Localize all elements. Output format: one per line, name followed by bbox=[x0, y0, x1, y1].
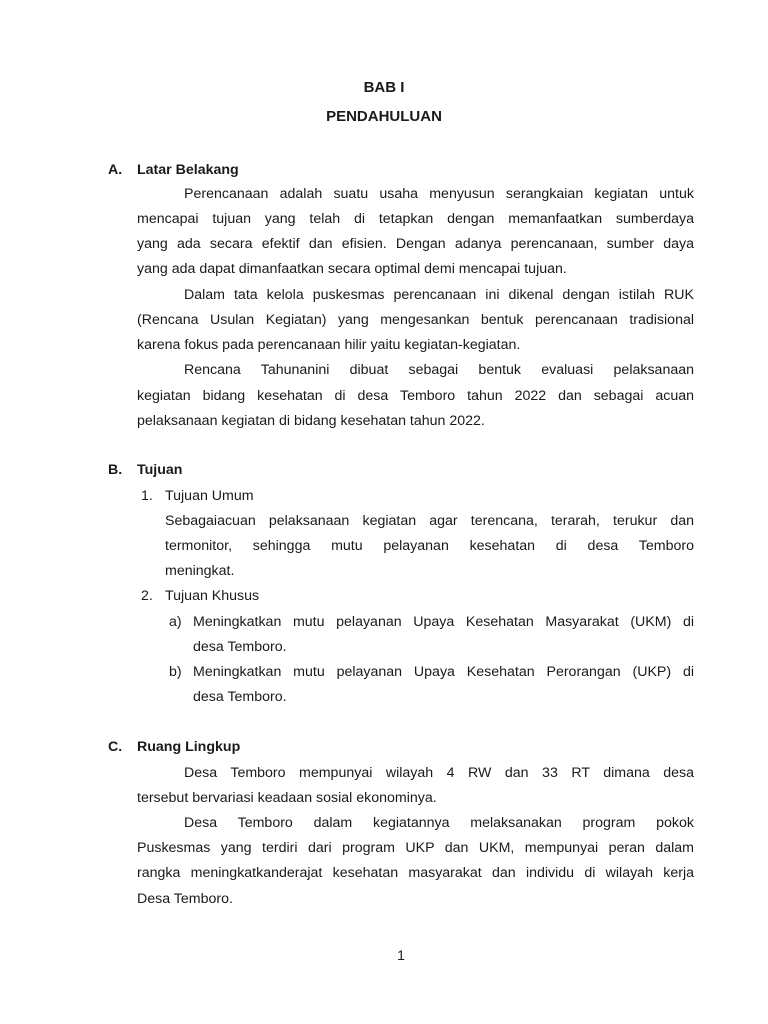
paragraph-line: karena fokus pada perencanaan hilir yaitu kegiatan-kegiatan. bbox=[137, 337, 521, 353]
paragraph-line: Meningkatkan mutu pelayanan Upaya Kesehatan Perorangan (UKP) di bbox=[193, 664, 694, 680]
paragraph-line: meningkat. bbox=[165, 563, 235, 579]
paragraph-line: (Rencana Usulan Kegiatan) yang mengesankan bentuk perencanaan tradisional bbox=[137, 312, 694, 328]
subsection-heading: Tujuan Umum bbox=[165, 488, 254, 504]
paragraph-line: rangka meningkatkanderajat kesehatan masyarakat dan individu di wilayah kerja bbox=[137, 865, 694, 881]
paragraph-line: Dalam tata kelola puskesmas perencanaan ini dikenal dengan istilah RUK bbox=[184, 287, 694, 303]
paragraph-line: Sebagaiacuan pelaksanaan kegiatan agar terencana, terarah, terukur dan bbox=[165, 513, 694, 529]
paragraph-line: Meningkatkan mutu pelayanan Upaya Kesehatan Masyarakat (UKM) di bbox=[193, 614, 694, 630]
section-letter: C. bbox=[108, 739, 123, 755]
chapter-title: PENDAHULUAN bbox=[326, 108, 442, 125]
paragraph-line: pelaksanaan kegiatan di bidang kesehatan tahun 2022. bbox=[137, 413, 485, 429]
paragraph-line: Perencanaan adalah suatu usaha menyusun serangkaian kegiatan untuk bbox=[184, 186, 694, 202]
paragraph-line: yang ada secara efektif dan efisien. Dengan adanya perencanaan, sumber daya bbox=[137, 236, 694, 252]
section-letter: B. bbox=[108, 462, 123, 478]
section-letter: A. bbox=[108, 162, 123, 178]
paragraph-line: desa Temboro. bbox=[193, 639, 287, 655]
paragraph-line: Desa Temboro dalam kegiatannya melaksanakan program pokok bbox=[184, 815, 694, 831]
paragraph-line: kegiatan bidang kesehatan di desa Temboro tahun 2022 dan sebagai acuan bbox=[137, 388, 694, 404]
page-number: 1 bbox=[397, 947, 405, 963]
section-heading: Tujuan bbox=[137, 462, 183, 478]
paragraph-line: tersebut bervariasi keadaan sosial ekonominya. bbox=[137, 790, 437, 806]
paragraph-line: mencapai tujuan yang telah di tetapkan dengan memanfaatkan sumberdaya bbox=[137, 211, 694, 227]
section-heading: Ruang Lingkup bbox=[137, 739, 241, 755]
paragraph-line: Desa Temboro mempunyai wilayah 4 RW dan 33 RT dimana desa bbox=[184, 765, 694, 781]
paragraph-line: Desa Temboro. bbox=[137, 891, 233, 907]
paragraph-line: termonitor, sehingga mutu pelayanan kesehatan di desa Temboro bbox=[165, 538, 694, 554]
paragraph-line: desa Temboro. bbox=[193, 689, 287, 705]
paragraph-line: Puskesmas yang terdiri dari program UKP dan UKM, mempunyai peran dalam bbox=[137, 840, 694, 856]
subsection-heading: Tujuan Khusus bbox=[165, 588, 260, 604]
chapter-label: BAB I bbox=[363, 79, 405, 96]
sublist-label: b) bbox=[169, 664, 182, 680]
sublist-label: a) bbox=[169, 614, 182, 630]
list-number: 2. bbox=[141, 588, 153, 604]
list-number: 1. bbox=[141, 488, 153, 504]
paragraph-line: yang ada dapat dimanfaatkan secara optimal demi mencapai tujuan. bbox=[137, 261, 567, 277]
section-heading: Latar Belakang bbox=[137, 162, 239, 178]
paragraph-line: Rencana Tahunanini dibuat sebagai bentuk evaluasi pelaksanaan bbox=[184, 362, 694, 378]
